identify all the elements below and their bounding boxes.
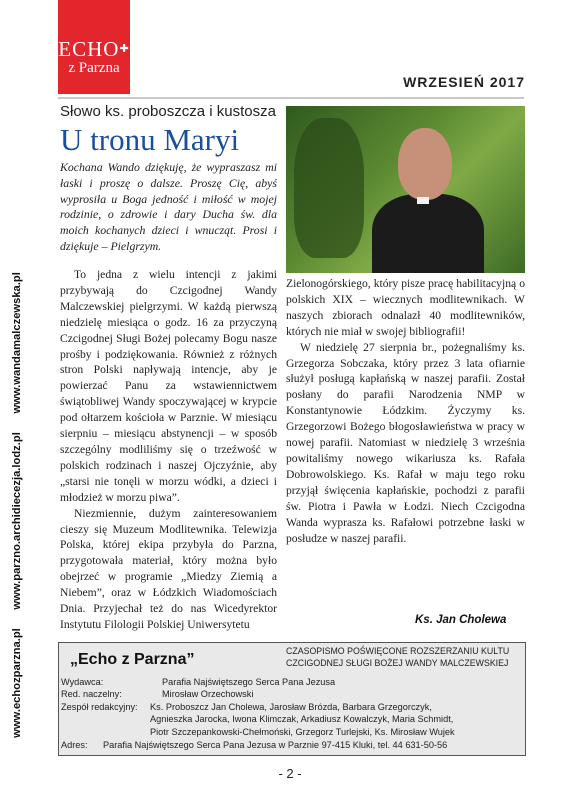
logo-line1: ECHO <box>58 37 120 61</box>
article-intro: Kochana Wando dziękuję, że wypraszasz mi łaski i proszę o dalsze. Proszę Cię, abyś wyprosiła u Boga jedność i miłość w mojej rodzinie, o zdrowie i dary Ducha św. dla moich kochanych dzieci i wnucząt. Prosi i dziękuje – Pielgrzym. <box>60 160 277 253</box>
article-signature: Ks. Jan Cholewa <box>415 614 507 626</box>
cross-icon: ✚ <box>119 43 130 55</box>
sidebar-links <box>6 250 28 760</box>
team-label: Zespół redakcyjny: <box>61 702 138 712</box>
page-number: - 2 - <box>278 766 302 781</box>
paragraph: To jedna z wielu intencji z jakimi przybywają do Czcigodnej Wandy Malczewskiej pielgrzymi. W każdą pierwszą niedzielę miesiąca o godz. 16 za przyczyną Czcigodnej Sługi Bożej polecamy Bogu nasze prośby i podziękowania. Również z różnych stron Polski napływają intencje, aby je powierzać Panu za wstawiennictwem świątobliwej Wandy spoczywającej w krypcie pod ołtarzem kościoła w Parznie. W miesiącu sierpniu – miesiącu abstynencji – w sposób szczególny modliliśmy się o trzeźwość w polskich rodzinach i naszej Ojczyźnie, aby „starsi nie tonęli w morzu wódki, a dzieci i młodzież w morzu piwa”. <box>60 268 277 504</box>
priest-photo <box>286 106 525 273</box>
team-line: Ks. Proboszcz Jan Cholewa, Jarosław Brózda, Barbara Grzegorczyk, <box>150 702 432 712</box>
paragraph: W niedzielę 27 sierpnia br., pożegnaliśmy ks. Grzegorza Sobczaka, który przez 3 lata ofiarnie służył posługą kapłańską w naszej parafii. Został posłany do parafii Narodzenia NMP w Konstantynowie Łódzkim. Życzymy ks. Grzegorzowi Bożego błogosławieństwa w pracy w nowej parafii. Natomiast w niedzielę 3 września powitaliśmy nowego wikariusza ks. Rafała Dobrowolskiego. Ks. Rafał w maju tego roku przyjął święcenia kapłańskie, pochodzi z parafii św. Piotra i Pawła w Łodzi. Niech Czcigodna Wanda wyprasza ks. Rafałowi potrzebne łaski w posłudze w naszej parafii. <box>286 340 525 545</box>
paragraph: Niezmiennie, dużym zainteresowaniem cieszy się Muzeum Modlitewnika. Telewizja Polska, której ekipa przybyła do Parzna, przygotowała materiał, który można było obejrzeć w programie „Miedzy Ziemią a Niebem”, oraz w Łódzkich Wiadomościach Dnia. Przyjechał też do nas Wicedyrektor Instytutu Filologii Polskiej Uniwersytetu <box>60 506 277 631</box>
editor-value: Mirosław Orzechowski <box>162 689 254 699</box>
url-archidiecezja[interactable]: www.parzno.archidiecezja.lodz.pl <box>11 432 23 610</box>
publisher-value: Parafia Najświętszego Serca Pana Jezusa <box>162 677 336 687</box>
team-line: Agnieszka Jarocka, Iwona Klimczak, Arkadiusz Kowalczyk, Maria Schmidt, <box>150 714 454 724</box>
logo-line2: z Parzna <box>68 60 120 76</box>
article-column-2 <box>286 276 525 546</box>
publisher-label: Wydawca: <box>61 677 104 687</box>
url-echozparzna[interactable]: www.echozparzna.pl <box>11 628 23 738</box>
paragraph: Zielonogórskiego, który pisze pracę habilitacyjną o polskich XIX – wiecznych modlitewnikach. W naszych zbiorach odnalazł 40 modlitewników, których nie miał w swojej bibliografii! <box>286 277 525 338</box>
masthead-description: CZASOPISMO POŚWIĘCONE ROZSZERZANIU KULTU CZCIGODNEJ SŁUGI BOŻEJ WANDY MALCZEWSKIEJ <box>286 646 510 668</box>
issue-date: WRZESIEŃ 2017 <box>403 74 525 90</box>
address-value: Parafia Najświętszego Serca Pana Jezusa w Parznie 97-415 Kluki, tel. 44 631-50-56 <box>103 740 448 750</box>
url-wandamalczewska[interactable]: www.wandamalczewska.pl <box>11 272 23 414</box>
editor-label: Red. naczelny: <box>61 689 122 699</box>
address-label: Adres: <box>61 740 88 750</box>
magazine-logo <box>58 0 130 94</box>
article-title: U tronu Maryi <box>60 122 240 157</box>
header-divider <box>58 97 524 99</box>
team-line: Piotr Szczepankowski-Chełmoński, Grzegorz Turlejski, Ks. Mirosław Wujek <box>150 727 455 737</box>
masthead-title: „Echo z Parzna” <box>70 651 195 668</box>
article-column-1 <box>60 267 277 633</box>
article-kicker: Słowo ks. proboszcza i kustosza <box>60 103 276 120</box>
